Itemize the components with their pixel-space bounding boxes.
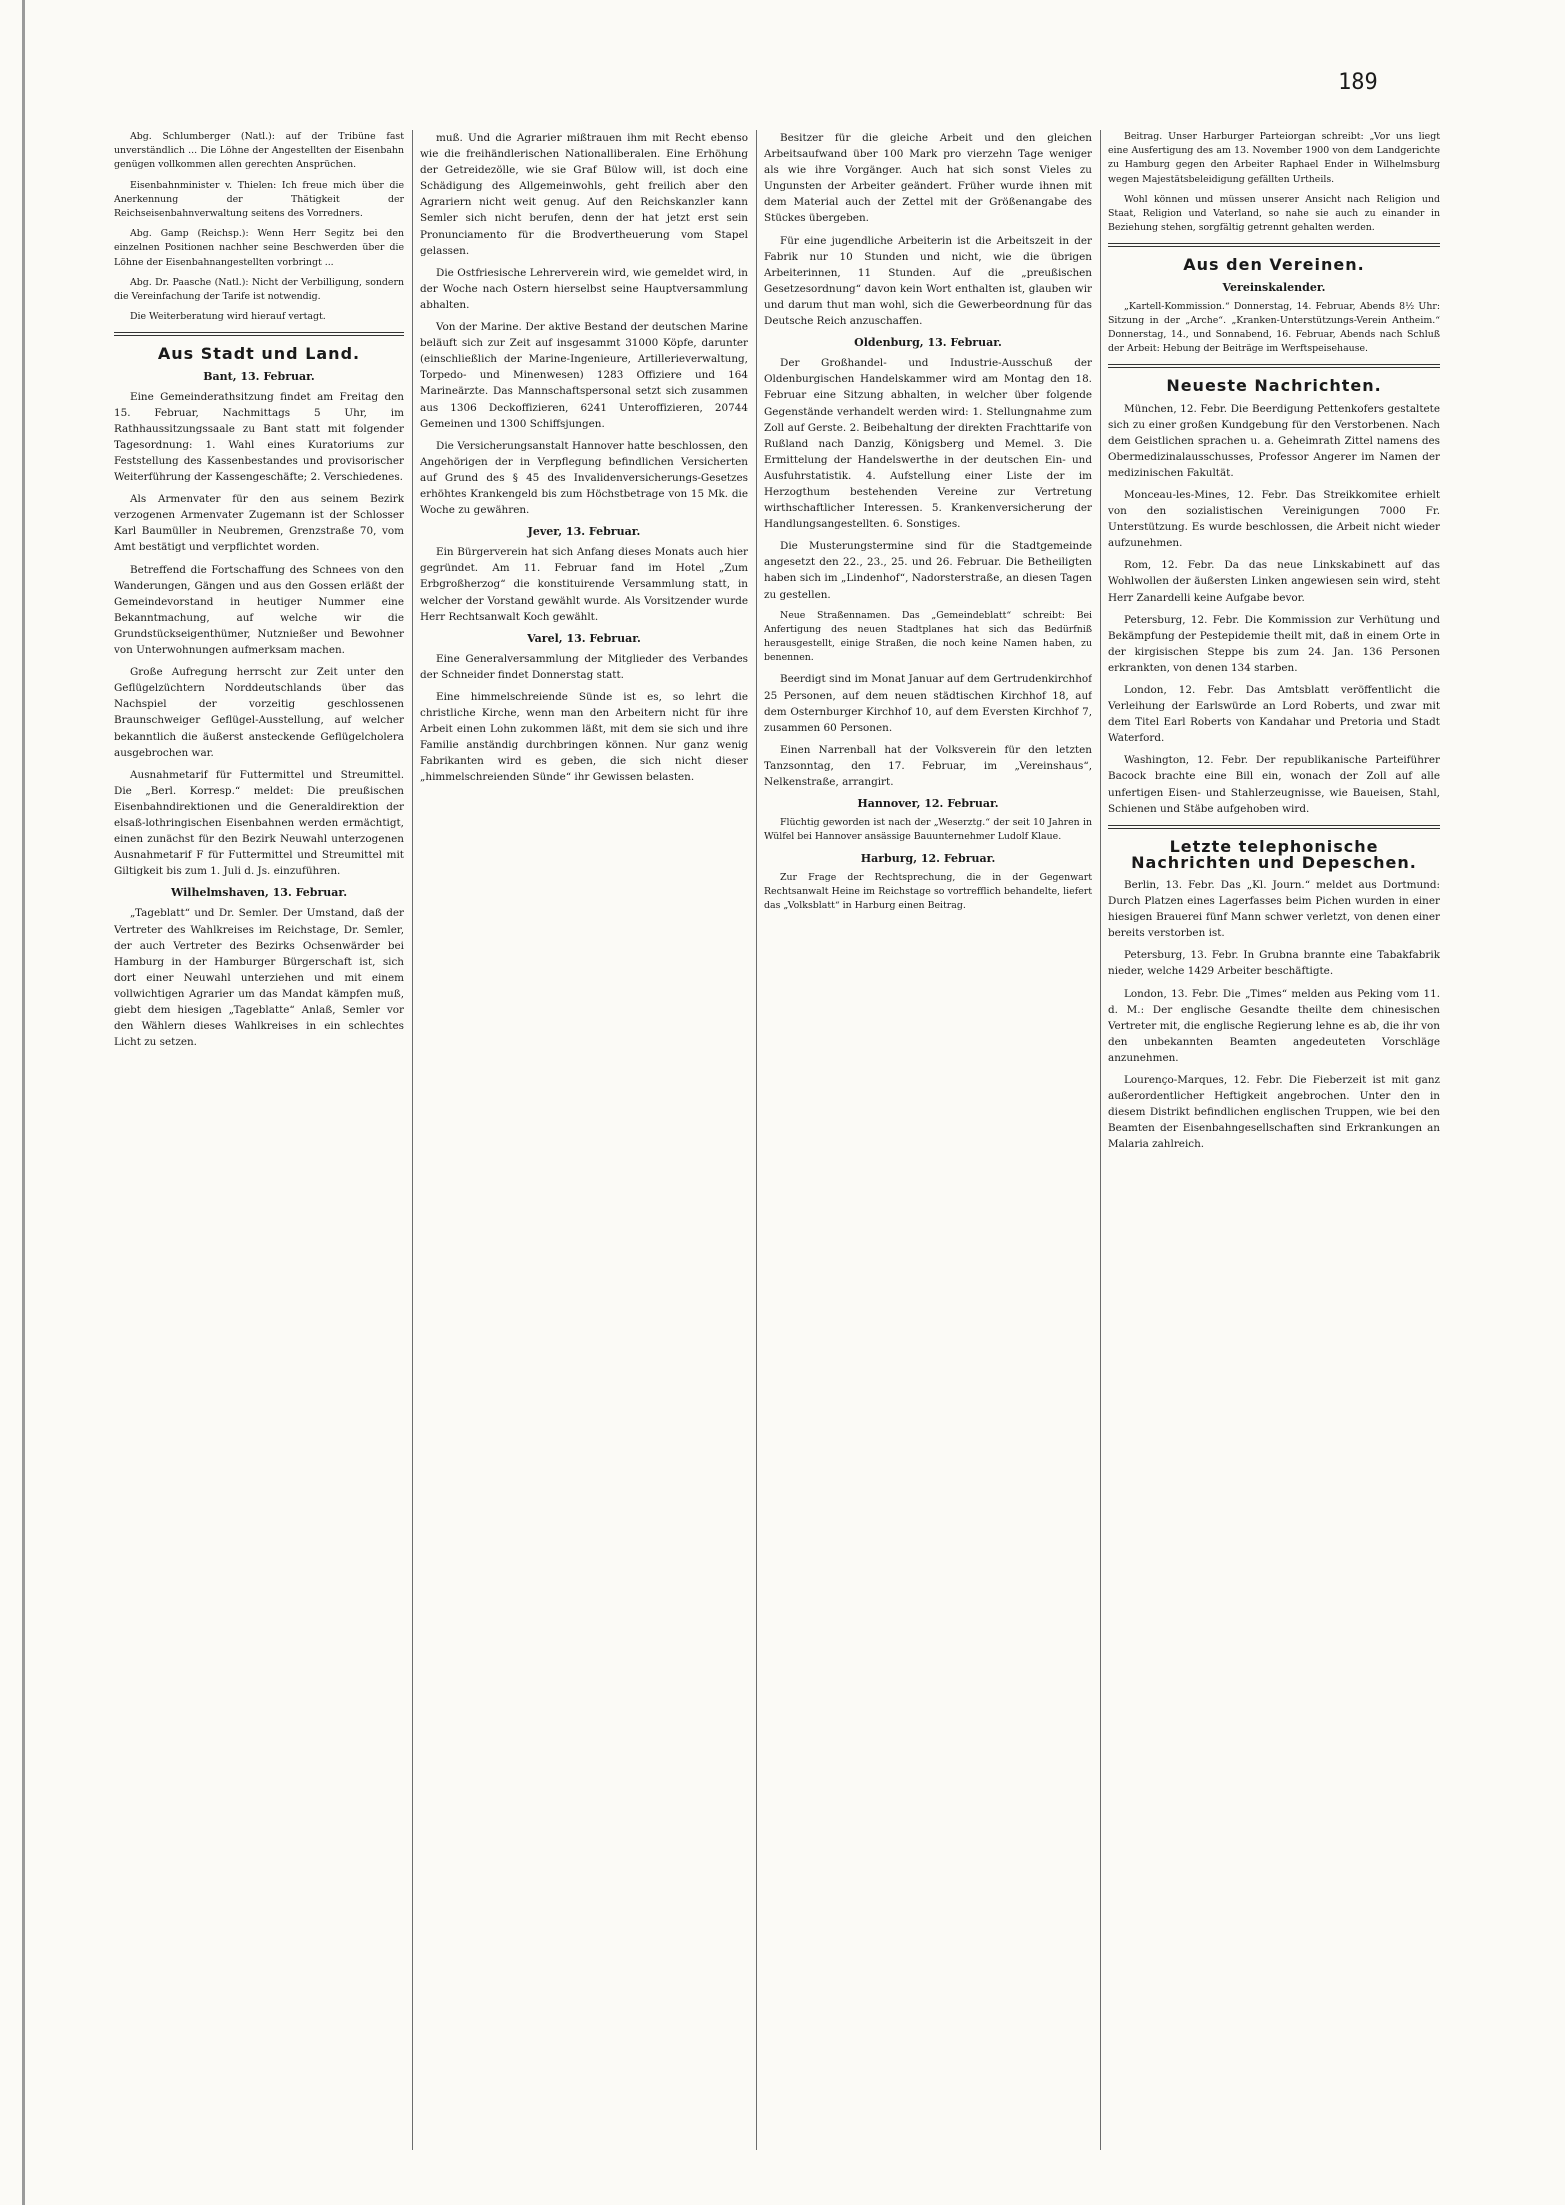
article-paragraph-small: Wohl können und müssen unserer Ansicht nach Religion und Staat, Religion und Vaterland, so nahe sie auch zu einander in Beziehung stehen, sorgfältig getrennt gehalten werden.	[1108, 193, 1440, 234]
article-paragraph: Besitzer für die gleiche Arbeit und den gleichen Arbeitsaufwand über 100 Mark pro vierzehn Tage weniger als wie ihre Vorgänger. Auch hat sich sonst Vieles zu Ungunsten der Arbeiter geändert. Früher wurde ihnen mit dem Material auch der Zettel mit der Größenangabe des Stückes übergeben.	[764, 132, 1092, 225]
article-paragraph: Betreffend die Fortschaffung des Schnees von den Wanderungen, Gängen und aus den Gossen erläßt der Gemeindevorstand in heutiger Nummer eine Bekanntmachung, auf welche wir die Grundstückseigenthümer, Nutznießer und Bewohner von Unterwohnungen aufmerksam machen.	[114, 563, 404, 657]
article-paragraph: Von der Marine. Der aktive Bestand der deutschen Marine beläuft sich zur Zeit auf insgesammt 31000 Köpfe, darunter (einschließlich der Marine-Ingenieure, Artillerieverwaltung, Torpedo- und Minenwesen) 1283 Offiziere und 164 Marineärzte. Das Mannschaftspersonal setzt sich zusammen aus 1306 Deckoffizieren, 6241 Unteroffizieren, 20744 Gemeinen und 1300 Schiffsjungen.	[420, 321, 748, 430]
column-4	[1108, 130, 1440, 2150]
section-rule	[1108, 364, 1440, 368]
article-paragraph: „Tageblatt“ und Dr. Semler. Der Umstand, daß der Vertreter des Wahlkreises im Reichstage, Dr. Semler, der auch Vertreter des Bezirks Ochsenwärder bei Hamburg in der Hamburger Bürgerschaft ist, sich dort einer Neuwahl unterziehen und mit einem vollwichtigen Agrarier um das Mandat kämpfen muß, giebt dem hiesigen „Tageblatte“ Anlaß, Semler vor den Wählern dieses Wahlkreises in ein schlechtes Licht zu setzen.	[114, 907, 404, 1049]
column-rule	[1100, 130, 1101, 2150]
column-3	[764, 130, 1092, 2150]
column-1	[114, 130, 404, 2150]
article-paragraph: Eine Gemeinderathsitzung findet am Freitag den 15. Februar, Nachmittags 5 Uhr, im Rathhaussitzungssaale zu Bant statt mit folgender Tagesordnung: 1. Wahl eines Kuratoriums zur Feststellung des Kassenbestandes und provisorischer Weiterführung der Kassengeschäfte; 2. Verschiedenes.	[114, 390, 404, 484]
section-rule	[1108, 243, 1440, 247]
article-paragraph: Der Großhandel- und Industrie-Ausschuß der Oldenburgischen Handelskammer wird am Montag den 18. Februar eine Sitzung abhalten, in welcher über folgende Gegenstände verhandelt werden wird: 1. Stellungnahme zum Zoll auf Gerste. 2. Beibehaltung der direkten Frachttarife von Rußland nach Danzig, Königsberg und Memel. 3. Die Ermittelung der Handelswerthe in der deutschen Ein- und Ausfuhrstatistik. 4. Aufstellung einer Liste der im Herzogthum bestehenden Vereine zur Vertretung wirthschaftlicher Interessen. 5. Krankenversicherung der Handlungsangestellten. 6. Sonstiges.	[764, 357, 1092, 531]
article-paragraph-small: Neue Straßennamen. Das „Gemeindeblatt“ schreibt: Bei Anfertigung des neuen Stadtplanes hat sich das Bedürfniß herausgestellt, einige Straßen, die noch keine Namen haben, zu benennen.	[764, 609, 1092, 664]
section-heading: Letzte telephonische Nachrichten und Depeschen.	[1131, 836, 1417, 872]
dateline: Jever, 13. Februar.	[527, 525, 641, 539]
article-paragraph: London, 13. Febr. Die „Times“ melden aus Peking vom 11. d. M.: Der englische Gesandte theilte dem chinesischen Vertreter mit, die englische Regierung lehne es ab, die ihr von den unbekannten Beamten angedeuteten Vorschläge anzunehmen.	[1108, 987, 1440, 1064]
article-paragraph-small: Zur Frage der Rechtsprechung, die in der Gegenwart Rechtsanwalt Heine im Reichstage so vortrefflich behandelte, liefert das „Volksblatt“ in Harburg einen Beitrag.	[764, 871, 1092, 912]
article-paragraph: Die Musterungstermine sind für die Stadtgemeinde angesetzt den 22., 23., 25. und 26. Februar. Die Betheiligten haben sich im „Lindenhof“, Nadorsterstraße, an diesen Tagen zu gestellen.	[764, 540, 1092, 601]
article-paragraph: Für eine jugendliche Arbeiterin ist die Arbeitszeit in der Fabrik nur 10 Stunden und nicht, wie die übrigen Arbeiterinnen, 11 Stunden. Auf die „preußischen Gesetzesordnung“ davon kein Wort enthalten ist, glauben wir und darum thut man wohl, sich die Gewerbeordnung für das Deutsche Reich anzuschaffen.	[764, 234, 1092, 328]
page-number: 189	[1338, 70, 1378, 95]
dateline: Bant, 13. Februar.	[203, 369, 315, 383]
article-paragraph: München, 12. Febr. Die Beerdigung Pettenkofers gestaltete sich zu einer großen Kundgebung für den Verstorbenen. Nach dem Geistlichen sprachen u. a. Geheimrath Zittel namens des Obermedizinalausschusses, Professor Angerer im Namen der medizinischen Fakultät.	[1108, 402, 1440, 479]
article-paragraph: London, 12. Febr. Das Amtsblatt veröffentlicht die Verleihung der Earlswürde an Lord Roberts, und zwar mit dem Titel Earl Roberts von Kandahar und Pretoria und Stadt Waterford.	[1108, 684, 1440, 745]
section-heading: Aus Stadt und Land.	[157, 344, 361, 364]
article-paragraph: Einen Narrenball hat der Volksverein für den letzten Tanzsonntag, den 17. Februar, im „Vereinshaus“, Nelkenstraße, arrangirt.	[764, 743, 1092, 788]
section-heading: Aus den Vereinen.	[1183, 255, 1365, 275]
article-paragraph: Berlin, 13. Febr. Das „Kl. Journ.“ meldet aus Dortmund: Durch Platzen eines Lagerfasses beim Pichen wurden in einer hiesigen Brauerei fünf Mann schwer verletzt, von denen einer bereits verstorben ist.	[1108, 878, 1440, 940]
article-paragraph: Große Aufregung herrscht zur Zeit unter den Geflügelzüchtern Norddeutschlands über das Nachspiel der vorzeitig geschlossenen Braunschweiger Geflügel-Ausstellung, auf welcher bekanntlich die äußerst ansteckende Geflügelcholera ausgebrochen war.	[114, 666, 404, 759]
column-rule	[412, 130, 413, 2150]
article-paragraph: Petersburg, 13. Febr. In Grubna brannte eine Tabakfabrik nieder, welche 1429 Arbeiter beschäftigte.	[1108, 949, 1440, 978]
article-paragraph-small: Beitrag. Unser Harburger Parteiorgan schreibt: „Vor uns liegt eine Ausfertigung des am 13. November 1900 von dem Landgerichte zu Hamburg gegen den Arbeiter Raphael Ender in Wilhelmsburg wegen Majestätsbeleidigung gefällten Urtheils.	[1108, 131, 1440, 185]
column-2	[420, 130, 748, 2150]
article-paragraph: Beerdigt sind im Monat Januar auf dem Gertrudenkirchhof 25 Personen, auf dem neuen städtischen Kirchhof 18, auf dem Osternburger Kirchhof 10, auf dem Eversten Kirchhof 7, zusammen 60 Personen.	[764, 673, 1092, 734]
article-paragraph: Als Armenvater für den aus seinem Bezirk verzogenen Armenvater Zugemann ist der Schlosser Karl Baumüller in Neubremen, Grenzstraße 70, vom Amt bestätigt und verpflichtet worden.	[114, 493, 404, 554]
article-paragraph: Rom, 12. Febr. Da das neue Linkskabinett auf das Wohlwollen der äußersten Linken angewiesen sein wird, steht Herr Zanardelli keine Aufgabe bevor.	[1108, 559, 1440, 604]
dateline: Oldenburg, 13. Februar.	[854, 336, 1002, 350]
article-paragraph: Eine himmelschreiende Sünde ist es, so lehrt die christliche Kirche, wenn man den Arbeitern nicht für ihre Arbeit einen Lohn zukommen läßt, mit dem sie sich und ihre Familie anständig durchbringen können. Nur ganz wenig Fabrikanten wird es geben, die sich nicht dieser „himmelschreienden Sünde“ ihr Gewissen belasten.	[420, 691, 748, 784]
article-paragraph-small: Abg. Gamp (Reichsp.): Wenn Herr Segitz bei den einzelnen Positionen nachher seine Beschwerden über die Löhne der Eisenbahnangestellten vorbringt ...	[114, 228, 404, 268]
article-paragraph: Die Versicherungsanstalt Hannover hatte beschlossen, den Angehörigen der in Verpflegung befindlichen Versicherten auf Grund des § 45 des Invalidenversicherungs-Gesetzes erhöhtes Krankengeld bis zum Höchstbetrage von 15 Mk. die Woche zu gewähren.	[420, 439, 748, 517]
article-paragraph: Die Ostfriesische Lehrerverein wird, wie gemeldet wird, in der Woche nach Ostern hierselbst seine Hauptversammlung abhalten.	[420, 266, 748, 311]
column-rule	[756, 130, 757, 2150]
article-paragraph: Ausnahmetarif für Futtermittel und Streumittel. Die „Berl. Korresp.“ meldet: Die preußischen Eisenbahndirektionen und die Generaldirektion der elsaß-lothringischen Eisenbahnen werden ermächtigt, einen zunächst für den Bezirk Neuwahl unterzogenen Ausnahmetarif F für Futtermittel und Streumittel mit Giltigkeit bis zum 1. Juli d. Js. einzuführen.	[114, 768, 404, 878]
dateline: Wilhelmshaven, 13. Februar.	[170, 886, 348, 900]
article-paragraph: Lourenço-Marques, 12. Febr. Die Fieberzeit ist mit ganz außerordentlicher Heftigkeit angebrochen. Unter den in diesem Distrikt befindlichen englischen Truppen, wie bei den Beamten der Eisenbahngesellschaften sind Erkrankungen an Malaria zahlreich.	[1108, 1073, 1440, 1151]
dateline: Vereinskalender.	[1222, 280, 1326, 294]
section-heading: Neueste Nachrichten.	[1166, 376, 1382, 396]
article-paragraph: Ein Bürgerverein hat sich Anfang dieses Monats auch hier gegründet. Am 11. Februar fand im Hotel „Zum Erbgroßherzog“ die konstituirende Versammlung statt, in welcher der Vorstand gewählt wurde. Als Vorsitzender wurde Herr Rechtsanwalt Koch gewählt.	[420, 546, 748, 623]
section-rule	[1108, 825, 1440, 829]
article-paragraph: Petersburg, 12. Febr. Die Kommission zur Verhütung und Bekämpfung der Pestepidemie theilt mit, daß in einem Orte in der kirgisischen Steppe bis zum 24. Jan. 136 Personen erkrankten, von denen 134 starben.	[1108, 613, 1440, 674]
article-paragraph-small: Die Weiterberatung wird hierauf vertagt.	[130, 311, 326, 323]
article-paragraph-small: Abg. Dr. Paasche (Natl.): Nicht der Verbilligung, sondern die Vereinfachung der Tarife ist notwendig.	[114, 276, 404, 303]
article-paragraph-small: Abg. Schlumberger (Natl.): auf der Tribüne fast unverständlich ... Die Löhne der Angestellten der Eisenbahn genügen vollkommen allen gerechten Ansprüchen.	[114, 131, 404, 171]
article-paragraph: Monceau-les-Mines, 12. Febr. Das Streikkomitee erhielt von den sozialistischen Vereinigungen 7000 Fr. Unterstützung. Es wurde beschlossen, die Arbeit nicht wieder aufzunehmen.	[1108, 488, 1440, 550]
dateline: Harburg, 12. Februar.	[860, 851, 996, 865]
section-rule	[114, 332, 404, 336]
dateline: Varel, 13. Februar.	[527, 631, 641, 645]
article-paragraph: muß. Und die Agrarier mißtrauen ihm mit Recht ebenso wie die freihändlerischen Nationalliberalen. Eine Erhöhung der Getreidezölle, wie sie Graf Bülow will, ist doch eine Schädigung des Allgemeinwohls, geht freilich aber den Agrariern nicht weit genug. Auf den Reichskanzler kann Semler sich nicht berufen, denn der hat jetzt erst sein Pronunciamento für die Brodvertheuerung vom Stapel gelassen.	[420, 132, 748, 257]
dateline: Hannover, 12. Februar.	[857, 797, 999, 811]
article-paragraph-small: „Kartell-Kommission.“ Donnerstag, 14. Februar, Abends 8½ Uhr: Sitzung in der „Arche“. „Kranken-Unterstützungs-Verein Antheim.“ Donnerstag, 14., und Sonnabend, 16. Februar, Abends nach Schluß der Arbeit: Hebung der Beiträge im Werftspeisehause.	[1108, 300, 1440, 355]
article-paragraph: Eine Generalversammlung der Mitglieder des Verbandes der Schneider findet Donnerstag statt.	[420, 652, 748, 681]
article-paragraph: Washington, 12. Febr. Der republikanische Parteiführer Bacock brachte eine Bill ein, wonach der Zoll auf alle unfertigen Eisen- und Stahlerzeugnisse, wie Baueisen, Stahl, Schienen und Stäbe aufgehoben wird.	[1108, 754, 1440, 815]
article-paragraph-small: Eisenbahnminister v. Thielen: Ich freue mich über die Anerkennung der Thätigkeit der Reichseisenbahnverwaltung seitens des Vorredners.	[114, 179, 404, 220]
article-paragraph-small: Flüchtig geworden ist nach der „Weserztg.“ der seit 10 Jahren in Wülfel bei Hannover ansässige Bauunternehmer Ludolf Klaue.	[764, 817, 1092, 843]
page-edge-shadow	[22, 0, 25, 2205]
